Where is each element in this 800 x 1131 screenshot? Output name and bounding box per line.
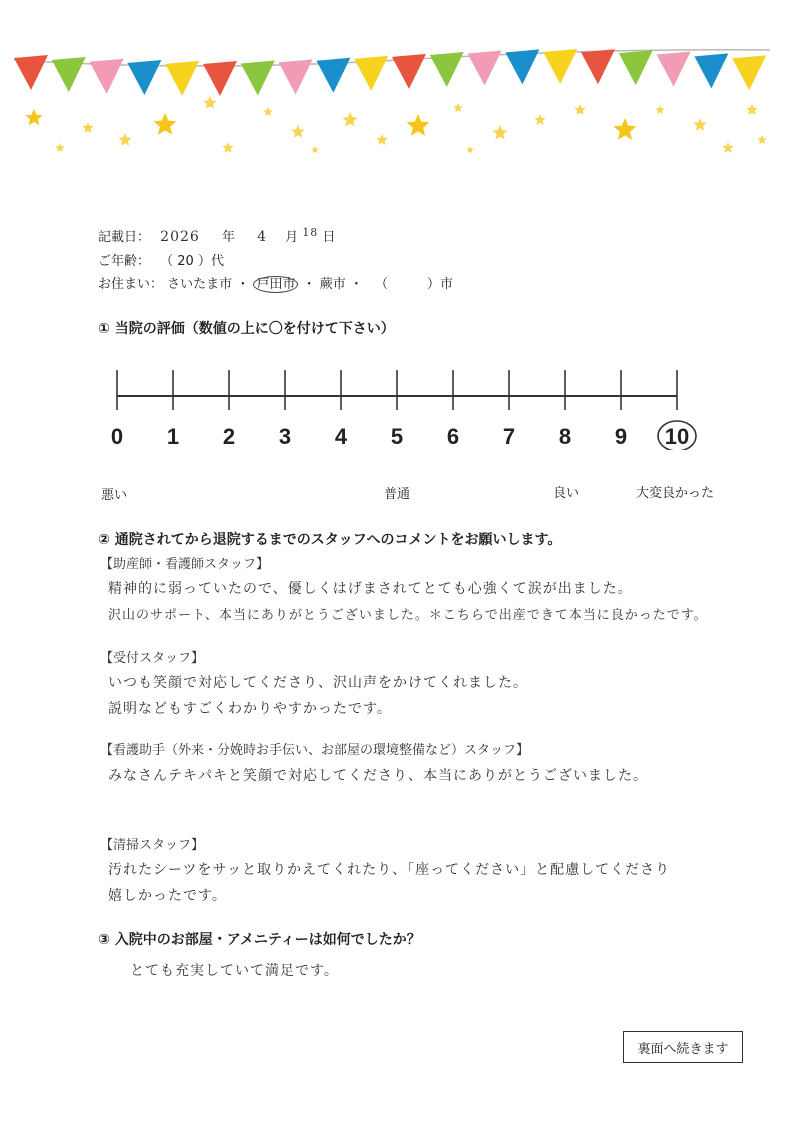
- year-label: 年: [221, 230, 235, 245]
- scale-label-good: 良い: [553, 486, 580, 501]
- day-label: 日: [322, 230, 336, 245]
- star-icon: [203, 96, 216, 109]
- date-row: [98, 226, 335, 245]
- bunting-flag: [619, 50, 653, 85]
- group-heading-assistants: 【看護助手（外来・分娩時お手伝い、お部屋の環境整備など）スタッフ】: [100, 743, 530, 758]
- bunting-flag: [505, 49, 539, 84]
- star-icon: [291, 125, 304, 138]
- bunting-flag: [316, 58, 350, 93]
- residence-option-saitama: さいたま市: [167, 277, 233, 292]
- section3-title: ③ 入院中のお部屋・アメニティーは如何でしたか？: [98, 932, 421, 948]
- comment-nurses-line-1: 精神的に弱っていたので、優しくはげまされてとても心強くて涙が出ました。: [108, 581, 633, 597]
- star-icon: [466, 146, 474, 153]
- comment-cleaning-line-2: 嬉しかったです。: [108, 888, 227, 904]
- residence-other: （ ）市: [375, 277, 454, 292]
- star-icon: [407, 114, 430, 136]
- scale-label-very-good: 大変良かった: [636, 486, 715, 501]
- bunting-flag: [165, 61, 199, 96]
- month-label: 月: [285, 230, 299, 245]
- comment-nurses-line-2: 沢山のサポート、本当にありがとうございました。＊こちらで出産できて本当に良かったです。: [108, 608, 708, 623]
- scale-tick-label: 5: [390, 424, 404, 449]
- star-icon: [222, 142, 233, 153]
- scale-tick-label: 2: [222, 424, 236, 449]
- section1-title: ① 当院の評価（数値の上に〇を付けて下さい）: [98, 321, 395, 337]
- star-icon: [655, 105, 665, 114]
- star-icon: [453, 103, 463, 112]
- star-icon: [574, 104, 585, 115]
- scale-tick-label: 8: [558, 424, 572, 449]
- bunting-flag: [694, 53, 728, 88]
- residence-row: お住まい： さいたま市 ・ 戸田市 ・ 蕨市 ・ （ ）市: [98, 277, 454, 292]
- bunting-flag: [354, 56, 388, 91]
- bunting-flag: [468, 50, 502, 85]
- residence-option-warabi: 蕨市: [319, 277, 346, 292]
- star-icon: [82, 122, 93, 133]
- star-icon: [746, 104, 757, 115]
- age-label: ご年齢：: [98, 254, 151, 269]
- group-heading-cleaning: 【清掃スタッフ】: [100, 838, 205, 853]
- star-icon: [118, 133, 131, 146]
- star-icon: [722, 142, 733, 153]
- scale-tick-label: 10: [664, 424, 690, 449]
- date-month-value: 4: [257, 229, 268, 245]
- residence-option-toda: 戸田市: [253, 276, 298, 293]
- comment-assistants-line-1: みなさんテキパキと笑顔で対応してくださり、本当にありがとうございました。: [108, 768, 648, 784]
- star-icon: [693, 118, 706, 131]
- comment-reception-line-1: いつも笑顔で対応してくださり、沢山声をかけてくれました。: [108, 675, 528, 691]
- group-heading-reception: 【受付スタッフ】: [100, 651, 205, 666]
- bunting-flag: [279, 59, 313, 94]
- star-icon: [492, 125, 507, 140]
- date-day-value: 18: [302, 226, 319, 239]
- bunting-flag: [543, 49, 577, 84]
- age-value: （ 20 ）代: [160, 254, 224, 269]
- scale-tick-label: 9: [614, 424, 628, 449]
- star-icon: [614, 118, 637, 140]
- scale-tick-label: 7: [502, 424, 516, 449]
- date-year-value: 2026: [160, 229, 200, 245]
- star-icon: [263, 107, 273, 116]
- bunting-flag: [90, 59, 124, 94]
- continue-on-back-box: 裏面へ続きます: [623, 1031, 743, 1063]
- comment-reception-line-2: 説明などもすごくわかりやすかったです。: [108, 701, 392, 717]
- section2-title: ② 通院されてから退院するまでのスタッフへのコメントをお願いします。: [98, 532, 562, 548]
- bunting-flag: [732, 55, 766, 90]
- date-label: 記載日：: [98, 230, 151, 245]
- group-heading-nurses: 【助産師・看護師スタッフ】: [100, 557, 270, 572]
- bunting-flag: [392, 54, 426, 89]
- scale-tick-label: 0: [110, 424, 124, 449]
- bunting-flag: [203, 61, 237, 96]
- scale-tick-label: 1: [166, 424, 180, 449]
- scale-tick-label: 3: [278, 424, 292, 449]
- scale-tick-label: 6: [446, 424, 460, 449]
- bunting-flag: [52, 57, 86, 92]
- star-icon: [342, 112, 357, 127]
- star-icon: [311, 146, 319, 153]
- bunting-banner-decoration: [0, 0, 800, 170]
- section3-answer: とても充実していて満足です。: [130, 963, 339, 979]
- bunting-flag: [127, 60, 161, 95]
- bunting-flag: [657, 52, 691, 87]
- bunting-flag: [14, 55, 48, 90]
- residence-label: お住まい：: [98, 277, 164, 292]
- comment-cleaning-line-1: 汚れたシーツをサッと取りかえてくれたり、「座ってください」と配慮してくださり: [108, 862, 671, 878]
- star-icon: [757, 135, 767, 144]
- bunting-flag: [581, 49, 615, 84]
- scale-tick-label: 4: [334, 424, 348, 449]
- star-icon: [25, 109, 42, 125]
- rating-scale: [95, 340, 715, 450]
- scale-label-normal: 普通: [384, 487, 411, 502]
- star-icon: [534, 114, 545, 125]
- star-icon: [154, 113, 177, 135]
- bunting-flag: [430, 52, 464, 87]
- bunting-flag: [241, 60, 275, 95]
- age-row: [98, 250, 224, 269]
- scale-label-bad: 悪い: [101, 488, 128, 503]
- star-icon: [376, 134, 387, 145]
- star-icon: [55, 143, 65, 152]
